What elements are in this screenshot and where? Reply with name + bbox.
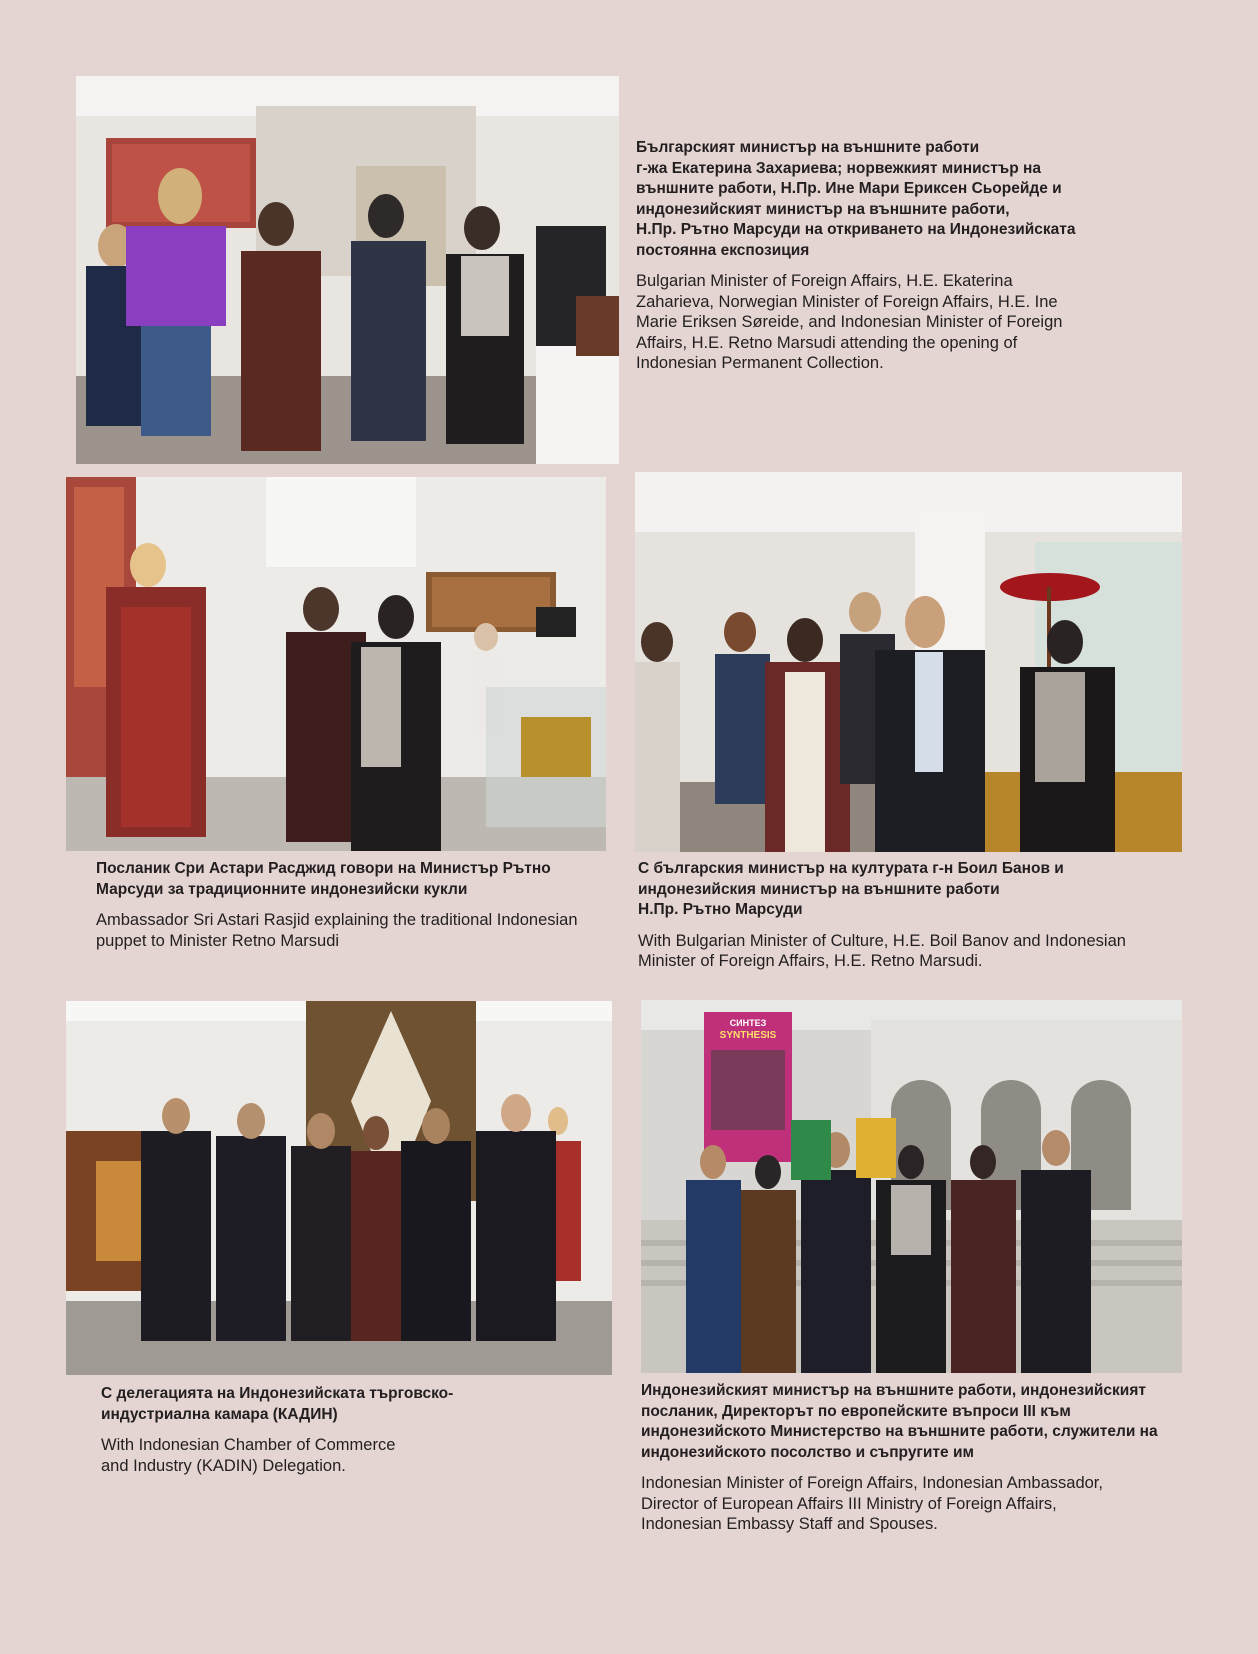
photo-puppet-explanation bbox=[66, 477, 606, 851]
caption-bg-text: Индонезийският министър на външните работи, индонезийският посланик, Директорът по европейските въпроси III към индонезийското Министерство на външните работи, служители на индонезийското посолство и съпругите им bbox=[641, 1382, 1158, 1461]
caption-kadin-delegation bbox=[101, 1384, 601, 1476]
photo-gallery-opening bbox=[76, 76, 619, 464]
photo-minister-of-culture bbox=[635, 472, 1182, 852]
caption-en-text: Ambassador Sri Astari Rasjid explaining the traditional Indonesian puppet to Minister Retno Marsudi bbox=[96, 911, 578, 950]
caption-bg-text: С делегацията на Индонезийската търговско- индустриална камара (КАДИН) bbox=[101, 1385, 454, 1423]
poster-title-en: SYNTHESIS bbox=[719, 1030, 777, 1041]
caption-bg-text: Българският министър на външните работи г-жа Екатерина Захариева; норвежкият министър на външните работи, Н.Пр. Ине Мари Ериксен Сьорейде и индонезийският министър на външните работи, Н.Пр. Рътно Марсуди на откриването на Индонезийската постоянна експозиция bbox=[636, 139, 1076, 259]
caption-en-text: Bulgarian Minister of Foreign Affairs, H.E. Ekaterina Zaharieva, Norwegian Minister of Foreign Affairs, H.E. Ine Marie Eriksen Søreide, and Indonesian Minister of Foreign Affairs, H.E. Retno Marsudi attending the opening of Indonesian Permanent Collection. bbox=[636, 272, 1063, 372]
caption-en-text: Indonesian Minister of Foreign Affairs, Indonesian Ambassador, Director of European Affairs III Ministry of Foreign Affairs, Indonesian Embassy Staff and Spouses. bbox=[641, 1474, 1103, 1533]
caption-en-text: With Indonesian Chamber of Commerce and Industry (KADIN) Delegation. bbox=[101, 1436, 396, 1475]
caption-gallery-opening bbox=[636, 138, 1236, 374]
photo-kadin-delegation bbox=[66, 1001, 612, 1375]
caption-bg-text: С българския министър на културата г-н Боил Банов и индонезийския министър на външните работи Н.Пр. Рътно Марсуди bbox=[638, 860, 1064, 918]
caption-bg-text: Посланик Сри Астари Расджид говори на Министър Рътно Марсуди за традиционните индонезийски кукли bbox=[96, 860, 551, 898]
caption-en-text: With Bulgarian Minister of Culture, H.E. Boil Banov and Indonesian Minister of Foreign Affairs, H.E. Retno Marsudi. bbox=[638, 931, 1126, 970]
photo-embassy-group bbox=[641, 1000, 1182, 1373]
caption-minister-of-culture bbox=[638, 859, 1238, 972]
caption-embassy-group bbox=[641, 1381, 1241, 1535]
poster-title-bg: СИНТЕЗ bbox=[729, 1018, 767, 1028]
caption-puppet-explanation bbox=[96, 859, 616, 951]
